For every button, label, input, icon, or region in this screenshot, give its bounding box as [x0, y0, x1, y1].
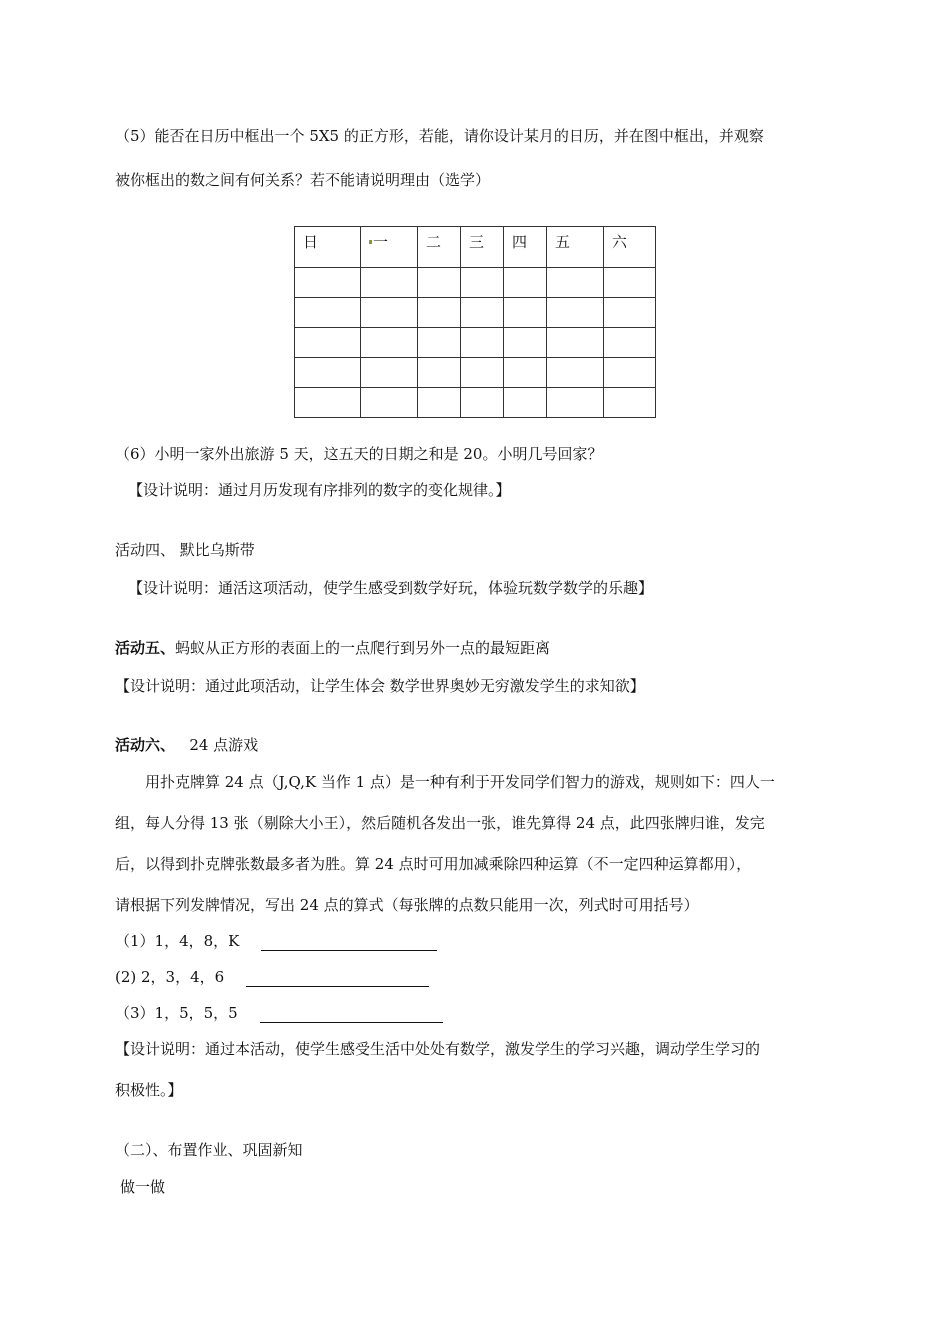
calendar-cell [604, 358, 656, 388]
calendar-cell [461, 328, 504, 358]
calendar-row [295, 358, 656, 388]
calendar-header-sat: 六 [604, 227, 656, 268]
activity-4-design-note: 【设计说明：通活这项活动，使学生感受到数学好玩，体验玩数学数学的乐趣】 [128, 579, 654, 597]
calendar-cell [418, 328, 461, 358]
calendar-cell [461, 358, 504, 388]
calendar-cell [547, 388, 604, 418]
answer-blank-3[interactable] [260, 1006, 443, 1023]
calendar-cell [461, 298, 504, 328]
homework-subtitle: 做一做 [120, 1178, 166, 1196]
activity-6-title [115, 735, 258, 755]
activity-6-label: 活动六、 [115, 736, 176, 754]
calendar-cell [604, 388, 656, 418]
calendar-header-fri: 五 [547, 227, 604, 268]
activity-6-title-text: 24 点游戏 [175, 736, 259, 754]
calendar-cell [361, 358, 418, 388]
answer-blank-2[interactable] [246, 970, 429, 987]
calendar-table [294, 226, 656, 418]
marker-dot [369, 240, 372, 244]
calendar-cell [295, 358, 361, 388]
calendar-cell [361, 388, 418, 418]
calendar-cell [504, 358, 547, 388]
activity-6-paragraph-2: 组，每人分得 13 张（剔除大小王），然后随机各发出一张，谁先算得 24 点，此四张牌归谁，发完 [115, 814, 765, 832]
exercise-item-1 [115, 931, 437, 951]
calendar-header-wed: 三 [461, 227, 504, 268]
calendar-cell [361, 298, 418, 328]
calendar-cell [504, 388, 547, 418]
calendar-header-row [295, 227, 656, 268]
calendar-cell [461, 388, 504, 418]
answer-blank-1[interactable] [261, 934, 437, 951]
calendar-cell [295, 268, 361, 298]
calendar-row [295, 388, 656, 418]
calendar-header-sun: 日 [295, 227, 361, 268]
activity-5-title-text: 蚂蚁从正方形的表面上的一点爬行到另外一点的最短距离 [175, 639, 551, 657]
calendar-cell [295, 298, 361, 328]
calendar-cell [604, 298, 656, 328]
q5-line-1: （5）能否在日历中框出一个 5X5 的正方形，若能，请你设计某月的日历，并在图中框出，并观察 [115, 127, 764, 145]
exercise-item-1-text: （1）1，4，8，K [115, 932, 240, 950]
calendar-cell [604, 268, 656, 298]
calendar-cell [547, 358, 604, 388]
activity-6-paragraph-1: 用扑克牌算 24 点（J,Q,K 当作 1 点）是一种有利于开发同学们智力的游戏，规则如下：四人一 [145, 773, 775, 791]
calendar-cell [547, 268, 604, 298]
calendar-cell [295, 328, 361, 358]
calendar-cell [547, 328, 604, 358]
activity-6-paragraph-4: 请根据下列发牌情况，写出 24 点的算式（每张牌的点数只能用一次，列式时可用括号） [115, 896, 699, 914]
calendar-cell [547, 298, 604, 328]
activity-6-paragraph-3: 后，以得到扑克牌张数最多者为胜。算 24 点时可用加减乘除四种运算（不一定四种运算都用）， [115, 855, 752, 873]
q6-design-note: 【设计说明：通过月历发现有序排列的数字的变化规律。】 [128, 481, 511, 499]
calendar-cell [295, 388, 361, 418]
q6-line-1: （6）小明一家外出旅游 5 天，这五天的日期之和是 20。小明几号回家？ [115, 445, 603, 463]
calendar-cell [418, 268, 461, 298]
calendar-cell [361, 328, 418, 358]
activity-5-design-note: 【设计说明：通过此项活动，让学生体会 数学世界奥妙无穷激发学生的求知欲】 [115, 677, 645, 695]
calendar-header-tue: 二 [418, 227, 461, 268]
homework-title: （二）、布置作业、巩固新知 [115, 1141, 303, 1159]
calendar-row [295, 298, 656, 328]
activity-4-title: 活动四、 默比乌斯带 [115, 541, 255, 559]
activity-5-label: 活动五、 [115, 639, 176, 657]
q5-line-2: 被你框出的数之间有何关系？若不能请说明理由（选学） [115, 171, 491, 189]
calendar-header-mon: 一 [361, 227, 418, 268]
calendar-cell [418, 298, 461, 328]
calendar-cell [504, 328, 547, 358]
calendar-cell [604, 328, 656, 358]
calendar-header-thu: 四 [504, 227, 547, 268]
calendar-cell [461, 268, 504, 298]
calendar-cell [504, 298, 547, 328]
calendar-cell [504, 268, 547, 298]
calendar-cell [418, 388, 461, 418]
exercise-item-2 [115, 967, 429, 987]
exercise-item-2-text: (2) 2，3，4，6 [115, 968, 225, 986]
exercise-item-3-text: （3）1，5，5，5 [115, 1004, 238, 1022]
calendar-cell [418, 358, 461, 388]
activity-6-design-note-1: 【设计说明：通过本活动，使学生感受生活中处处有数学，激发学生的学习兴趣，调动学生学习的 [115, 1040, 761, 1058]
activity-6-design-note-2: 积极性。】 [115, 1081, 183, 1099]
calendar-row [295, 268, 656, 298]
exercise-item-3 [115, 1003, 443, 1023]
calendar-row [295, 328, 656, 358]
activity-5-title [115, 638, 550, 658]
calendar-cell [361, 268, 418, 298]
